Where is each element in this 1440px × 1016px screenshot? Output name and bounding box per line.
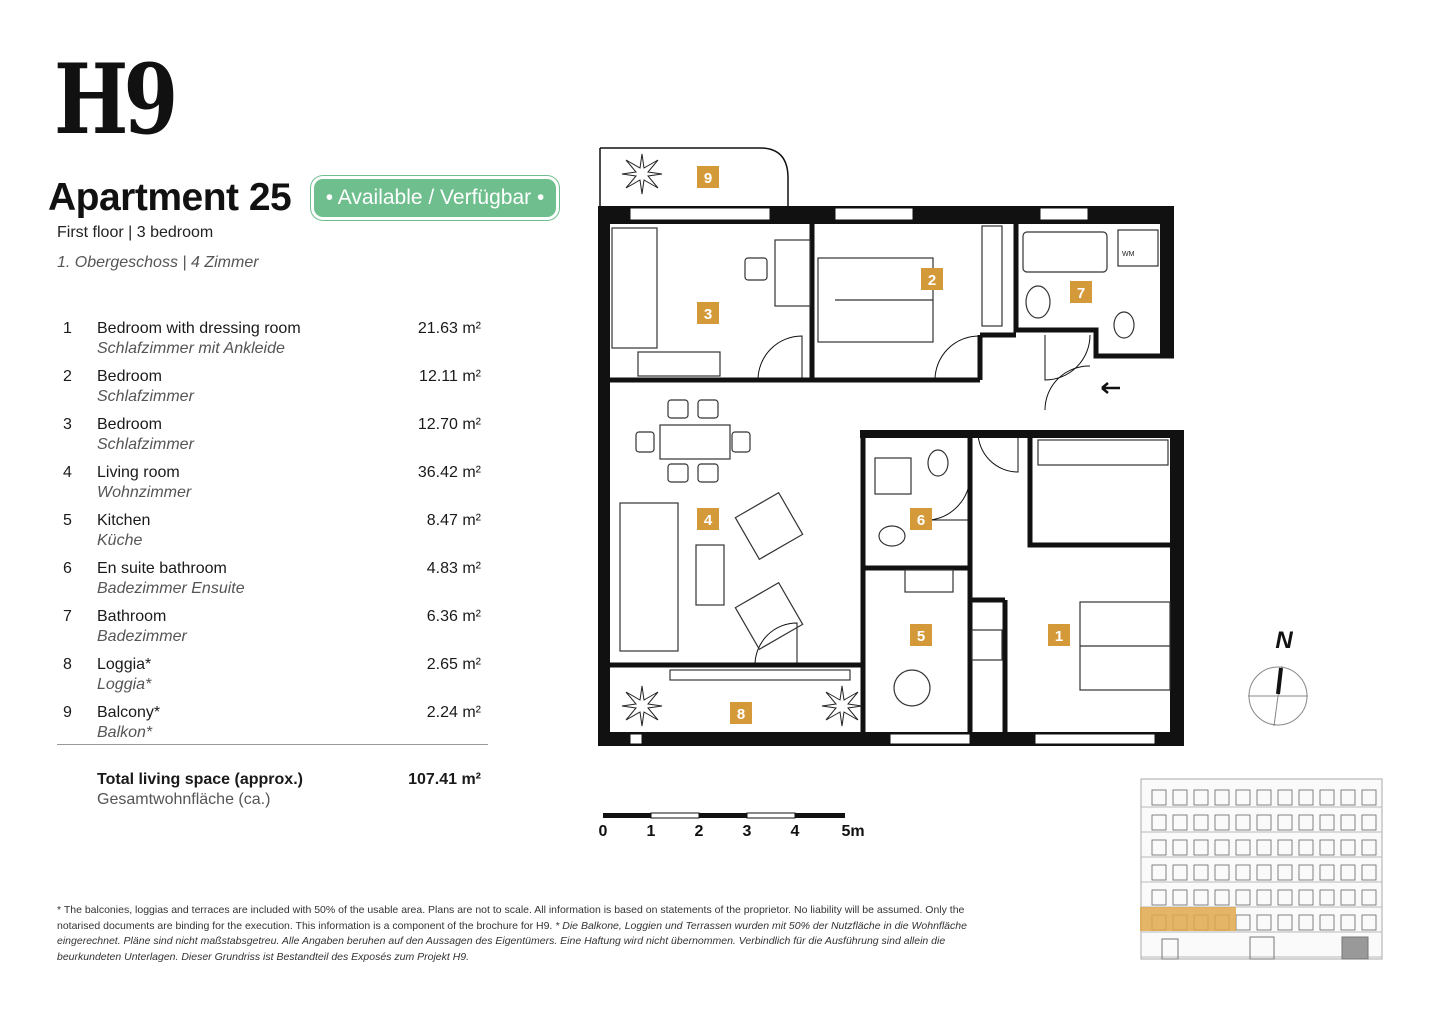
stove — [972, 630, 1002, 660]
room-name-en: Bedroom with dressing room — [97, 320, 301, 337]
room-number: 9 — [63, 704, 72, 721]
chair — [636, 432, 654, 452]
toilet — [928, 450, 948, 476]
window — [1040, 208, 1088, 220]
room-row — [57, 318, 487, 366]
sink — [879, 526, 905, 546]
wall-mid-east — [860, 430, 1184, 438]
wardrobe — [1038, 440, 1168, 465]
building-elevation — [1140, 777, 1384, 961]
door — [930, 475, 970, 520]
wall-east-lower — [1170, 430, 1184, 746]
room-area: 6.36 m² — [426, 608, 481, 625]
room-label: 8 — [736, 706, 746, 723]
chair — [698, 464, 718, 482]
window — [1035, 734, 1155, 744]
bed-single — [612, 228, 657, 348]
scale-label: 2 — [694, 823, 704, 840]
room-area: 21.63 m² — [417, 320, 481, 337]
subtitle-en: First floor | 3 bedroom — [57, 224, 214, 241]
room-label: 3 — [703, 306, 713, 323]
room-number: 4 — [63, 464, 72, 481]
armchair — [735, 493, 802, 560]
page-title: Apartment 25 — [48, 176, 292, 219]
wall-west — [598, 206, 610, 746]
window — [670, 670, 850, 680]
room-number: 7 — [63, 608, 72, 625]
door — [935, 336, 979, 380]
room-row — [57, 414, 487, 462]
shower — [875, 458, 911, 494]
desk — [775, 240, 810, 306]
plant-icon — [622, 686, 662, 726]
chair — [745, 258, 767, 280]
room-name-de: Schlafzimmer — [97, 388, 194, 405]
window — [630, 208, 770, 220]
room-number: 5 — [63, 512, 72, 529]
armchair — [735, 583, 802, 650]
window — [835, 208, 913, 220]
washing-machine — [1118, 230, 1158, 266]
room-area: 12.70 m² — [417, 416, 481, 433]
room-name-de: Küche — [97, 532, 143, 549]
room-label: 4 — [703, 512, 713, 529]
footnote — [57, 903, 967, 965]
room-name-en: Kitchen — [97, 512, 151, 529]
room-label: 6 — [916, 512, 926, 529]
room-list — [57, 318, 487, 750]
status-badge: • Available / Verfügbar • — [311, 176, 559, 220]
room-name-en: Living room — [97, 464, 180, 481]
total-label-de: Gesamtwohnfläche (ca.) — [97, 791, 271, 808]
room-area: 2.65 m² — [426, 656, 481, 673]
room-area: 12.11 m² — [419, 368, 481, 385]
room-number: 3 — [63, 416, 72, 433]
room-number: 8 — [63, 656, 72, 673]
room-label: 9 — [703, 170, 713, 187]
entrance-arrow-icon — [1102, 383, 1120, 393]
footnote-de: * Die Balkone, Loggien und Terrassen wurden mit 50% der Nutzfläche in die Wohnfläche eingerechnet. Pläne sind nicht maßstabsgetreu. Alle Angaben beruhen auf den Aussagen des Eigentümers. Eine Haftung wird nicht übernommen. Verbindlich für die Ausführung sind allein die beurkundeten Unterlagen. Dieser Grundriss ist Bestandteil des Exposés zum Projekt H9. — [57, 919, 967, 963]
room-label: 1 — [1054, 628, 1064, 645]
room-number: 1 — [63, 320, 72, 337]
room-name-en: Loggia* — [97, 656, 152, 673]
footnote-en: * The balconies, loggias and terraces are included with 50% of the usable area. Plans are not to scale. All information is based on statements of the proprietor. No liability will be assumed. Only the notarised documents are binding for the execution. This information is a component of the brochure for H9. — [57, 904, 965, 932]
room-name-de: Wohnzimmer — [97, 484, 192, 501]
room-number: 2 — [63, 368, 72, 385]
sofa — [620, 503, 678, 651]
highlighted-floor — [1140, 907, 1236, 931]
balcony-outline — [600, 148, 788, 208]
h9-logo: H9 — [54, 43, 174, 156]
room-area: 4.83 m² — [426, 560, 481, 577]
scale-label: 0 — [598, 823, 608, 840]
door — [1045, 366, 1090, 410]
chair — [698, 400, 718, 418]
room-name-en: Bathroom — [97, 608, 167, 625]
room-area: 36.42 m² — [417, 464, 481, 481]
room-row — [57, 606, 487, 654]
total-area: 107.41 m² — [408, 771, 481, 788]
scale-bar — [595, 810, 885, 844]
dining-table — [660, 425, 730, 459]
room-name-en: Balcony* — [97, 704, 161, 721]
floor-plan — [590, 140, 1190, 755]
chair — [732, 432, 750, 452]
subtitle-de: 1. Obergeschoss | 4 Zimmer — [57, 254, 259, 271]
plant-icon — [622, 154, 662, 194]
scale-label: 1 — [646, 823, 656, 840]
room-row — [57, 654, 487, 702]
room-area: 2.24 m² — [426, 704, 481, 721]
room-name-de: Balkon* — [97, 724, 153, 741]
door — [755, 623, 797, 665]
total-label-en: Total living space (approx.) — [97, 771, 303, 788]
room-name-en: Bedroom — [97, 368, 162, 385]
window — [890, 734, 970, 744]
room-area: 8.47 m² — [426, 512, 481, 529]
room-row — [57, 366, 487, 414]
room-name-de: Schlafzimmer — [97, 436, 194, 453]
wall — [1030, 430, 1170, 545]
closet — [982, 226, 1002, 326]
scale-label: 5m — [841, 823, 865, 840]
room-row — [57, 510, 487, 558]
chair — [668, 464, 688, 482]
coffee-table — [696, 545, 724, 605]
window — [630, 734, 642, 744]
chair — [668, 400, 688, 418]
room-row — [57, 702, 487, 750]
wm-label: WM — [1122, 251, 1135, 258]
room-name-en: En suite bathroom — [97, 560, 227, 577]
compass-icon — [1240, 620, 1320, 730]
round-table — [894, 670, 930, 706]
wardrobe — [638, 352, 720, 376]
scale-label: 3 — [742, 823, 752, 840]
plant-icon — [822, 686, 862, 726]
divider — [57, 744, 488, 745]
room-name-de: Schlafzimmer mit Ankleide — [97, 340, 285, 357]
room-label: 2 — [927, 272, 937, 289]
wall-east-upper — [1160, 206, 1174, 356]
room-label: 7 — [1076, 285, 1086, 302]
kitchen-sink — [905, 570, 953, 592]
room-row — [57, 558, 487, 606]
room-name-de: Badezimmer — [97, 628, 187, 645]
room-labels — [697, 166, 1092, 724]
sink — [1026, 286, 1050, 318]
room-label: 5 — [916, 628, 926, 645]
wall — [1016, 224, 1174, 356]
toilet — [1114, 312, 1134, 338]
door — [758, 336, 802, 380]
room-name-de: Loggia* — [97, 676, 152, 693]
room-number: 6 — [63, 560, 72, 577]
door — [1045, 335, 1090, 380]
north-label: N — [1275, 627, 1293, 654]
bathtub — [1023, 232, 1107, 272]
scale-label: 4 — [790, 823, 800, 840]
room-name-en: Bedroom — [97, 416, 162, 433]
room-name-de: Badezimmer Ensuite — [97, 580, 245, 597]
room-row — [57, 462, 487, 510]
